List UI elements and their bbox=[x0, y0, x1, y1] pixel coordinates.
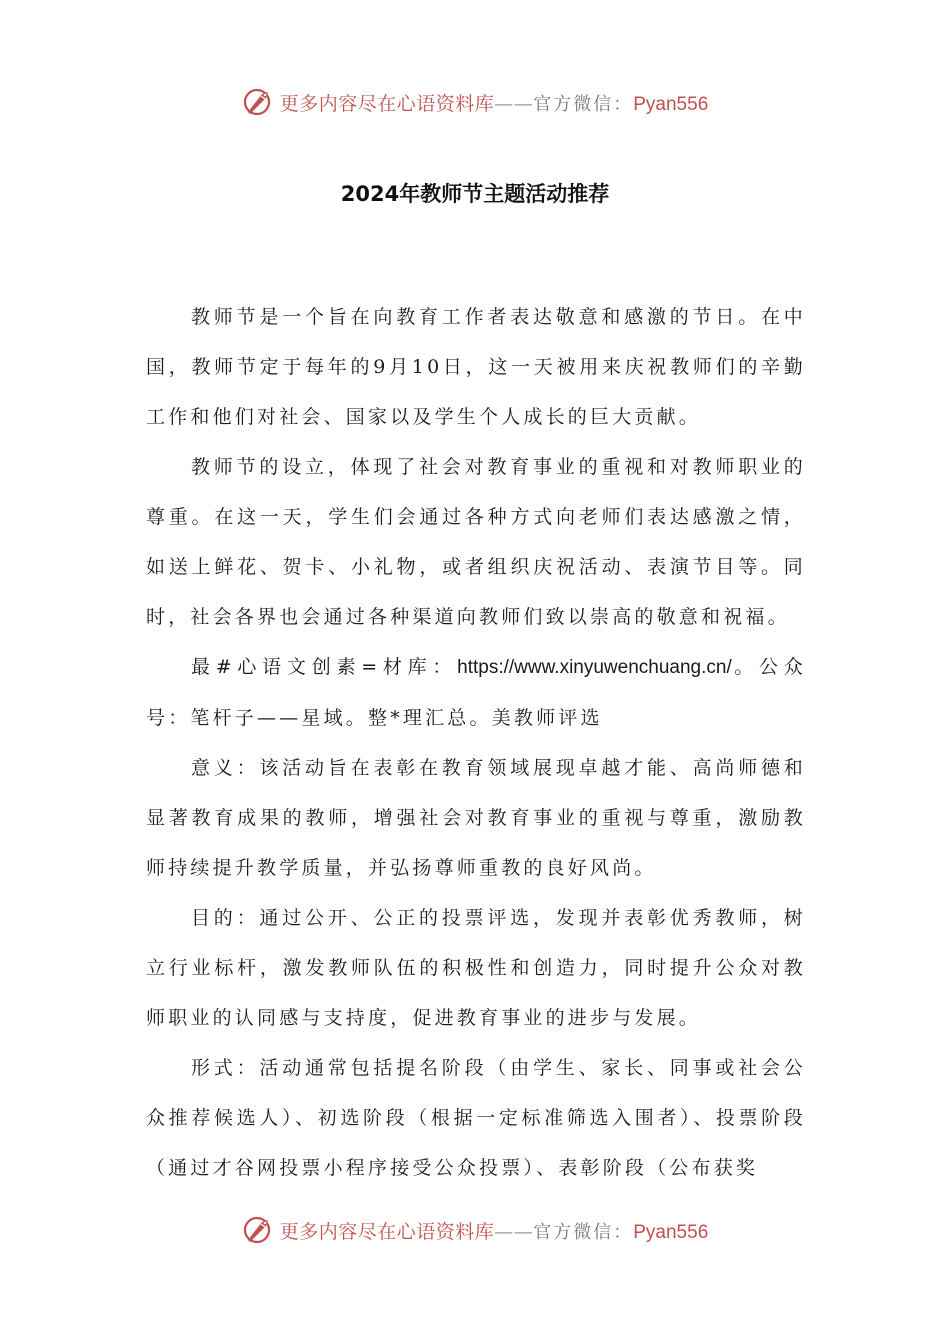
header-banner bbox=[0, 82, 950, 122]
paragraph-significance: 教师节的设立，体现了社会对教育事业的重视和对教师职业的尊重。在这一天，学生们会通过各种方式向老师们表达感激之情，如送上鲜花、贺卡、小礼物，或者组织庆祝活动、表演节目等。同时，社会各界也会通过各种渠道向教师们致以崇高的敬意和祝福。 bbox=[146, 456, 806, 628]
source-suffix: 。公众号：笔杆子——星域。整*理汇总。美教师评选 bbox=[146, 656, 806, 729]
banner-dash: —— bbox=[494, 1220, 534, 1243]
document-body bbox=[146, 292, 806, 1193]
paragraph-format: 形式：活动通常包括提名阶段（由学生、家长、同事或社会公众推荐候选人）、初选阶段（根据一定标准筛选入围者）、投票阶段（通过才谷网投票小程序接受公众投票）、表彰阶段（公布获奖 bbox=[146, 1057, 806, 1179]
banner-main-text: 更多内容尽在心语资料库 bbox=[279, 92, 495, 115]
paragraph-meaning: 意义：该活动旨在表彰在教育领域展现卓越才能、高尚师德和显著教育成果的教师，增强社会对教育事业的重视与尊重，激励教师持续提升教学质量，并弘扬尊师重教的良好风尚。 bbox=[146, 757, 806, 879]
banner-text bbox=[280, 1217, 709, 1244]
banner-sub-text: 官方微信： bbox=[533, 93, 634, 115]
banner-text bbox=[280, 89, 709, 116]
banner-wechat-id: Pyan556 bbox=[633, 93, 709, 115]
banner-sub-text: 官方微信： bbox=[533, 1221, 634, 1243]
source-url-link[interactable]: https://www.xinyuwenchuang.cn/ bbox=[457, 657, 732, 678]
document-title: 2024年教师节主题活动推荐 bbox=[340, 182, 610, 206]
paragraph-purpose: 目的：通过公开、公正的投票评选，发现并表彰优秀教师，树立行业标杆，激发教师队伍的积极性和创造力，同时提升公众对教师职业的认同感与支持度，促进教育事业的进步与发展。 bbox=[146, 907, 806, 1029]
footer-banner bbox=[0, 1210, 950, 1250]
paragraph-source bbox=[146, 642, 806, 743]
pen-nib-logo-icon bbox=[242, 86, 274, 118]
pen-nib-logo-icon bbox=[242, 1214, 274, 1246]
paragraph-intro: 教师节是一个旨在向教育工作者表达敬意和感激的节日。在中国，教师节定于每年的9月10日，这一天被用来庆祝教师们的辛勤工作和他们对社会、国家以及学生个人成长的巨大贡献。 bbox=[146, 306, 806, 428]
banner-dash: —— bbox=[494, 92, 534, 115]
banner-wechat-id: Pyan556 bbox=[633, 1221, 709, 1243]
source-prefix: 最#心语文创素=材库： bbox=[191, 656, 458, 678]
banner-main-text: 更多内容尽在心语资料库 bbox=[279, 1220, 495, 1243]
